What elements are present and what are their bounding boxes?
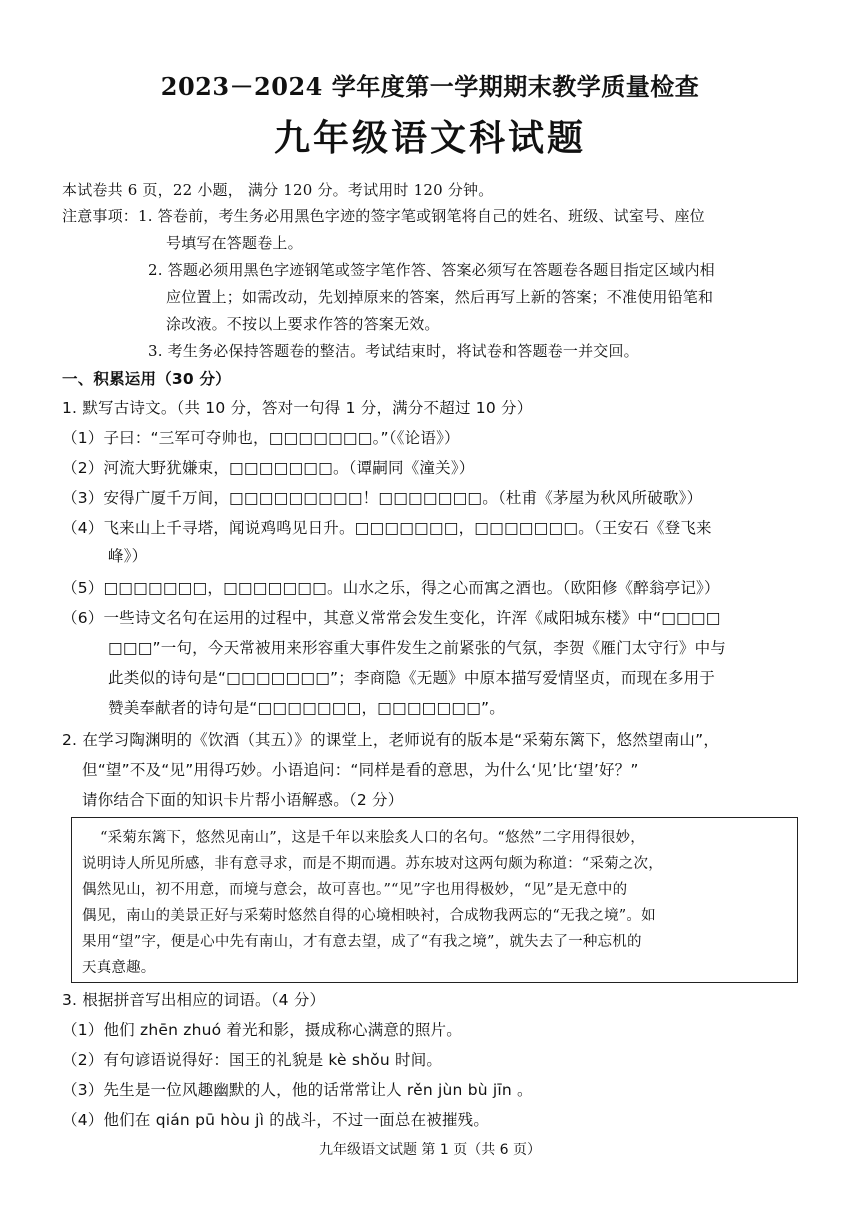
exam-header-title: 2023－2024 学年度第一学期期末教学质量检查: [160, 72, 700, 101]
section-heading: 一、积累运用（30 分）: [62, 370, 231, 388]
question-1-item-cont: 此类似的诗句是“□□□□□□□”；李商隐《无题》中原本描写爱情坚贞，而现在多用于: [108, 669, 716, 687]
question-1-item: （3）安得广厦千万间，□□□□□□□□□！□□□□□□□。（杜甫《茅屋为秋风所破歌》）: [62, 489, 703, 507]
question-1-item-cont: □□□”一句，今天常被用来形容重大事件发生之前紧张的气氛，李贺《雁门太守行》中与: [108, 639, 726, 657]
question-1-stem: 1. 默写古诗文。（共 10 分，答对一句得 1 分，满分不超过 10 分）: [62, 399, 533, 417]
question-2-stem: 2. 在学习陶渊明的《饮酒（其五）》的课堂上，老师说有的版本是“采菊东篱下，悠然望南山”，: [62, 731, 720, 749]
notice-line: 3. 考生务必保持答题卷的整洁。考试结束时，将试卷和答题卷一并交回。: [148, 342, 639, 360]
question-3-item: （4）他们在 qián pū hòu jì 的战斗，不过一面总在被摧残。: [62, 1111, 490, 1129]
notice-line: 注意事项：1. 答卷前，考生务必用黑色字迹的签字笔或钢笔将自己的姓名、班级、试室号、座位: [62, 207, 705, 225]
knowledge-card-line: 说明诗人所见所感，非有意寻求，而是不期而遇。苏东坡对这两句颇为称道：“采菊之次，: [82, 856, 663, 872]
question-3-stem: 3. 根据拼音写出相应的词语。（4 分）: [62, 991, 326, 1009]
question-3-item: （2）有句谚语说得好：国王的礼貌是 kè shǒu 时间。: [62, 1051, 443, 1069]
notice-line: 应位置上；如需改动，先划掉原来的答案，然后再写上新的答案；不准使用铅笔和: [166, 288, 714, 306]
question-1-item: （1）子曰：“三军可夺帅也，□□□□□□□。”（《论语》）: [62, 429, 460, 447]
notice-line: 2. 答题必须用黑色字迹钢笔或签字笔作答、答案必须写在答题卷各题目指定区域内相: [148, 261, 715, 279]
question-1-item-cont: 赞美奉献者的诗句是“□□□□□□□，□□□□□□□”。: [108, 699, 505, 717]
question-2-stem-cont: 但“望”不及“见”用得巧妙。小语追问：“同样是看的意思，为什么‘见’比‘望’好？”: [82, 761, 639, 779]
notice-line: 号填写在答题卷上。: [166, 234, 303, 252]
knowledge-card: [71, 817, 798, 983]
knowledge-card-line: 果用“望”字，便是心中先有南山，才有意去望，成了“有我之境”，就失去了一种忘机的: [82, 934, 642, 950]
knowledge-card-line: 偶然见山，初不用意，而境与意会，故可喜也。”“见”字也用得极妙，“见”是无意中的: [82, 882, 628, 898]
exam-summary: 本试卷共 6 页，22 小题， 满分 120 分。考试用时 120 分钟。: [62, 181, 494, 199]
question-1-item-cont: 峰》）: [108, 547, 148, 565]
question-3-item: （3）先生是一位风趣幽默的人，他的话常常让人 rěn jùn bù jīn 。: [62, 1081, 533, 1099]
knowledge-card-line: 偶见，南山的美景正好与采菊时悠然自得的心境相映衬，合成物我两忘的“无我之境”。如: [82, 908, 656, 924]
page-footer: 九年级语文试题 第 1 页（共 6 页）: [318, 1142, 542, 1158]
question-2-stem-cont: 请你结合下面的知识卡片帮小语解惑。（2 分）: [82, 791, 404, 809]
exam-subject-title: 九年级语文科试题: [273, 117, 586, 159]
question-1-item: （2）河流大野犹嫌束，□□□□□□□。（谭嗣同《潼关》）: [62, 459, 475, 477]
question-3-item: （1）他们 zhēn zhuó 着光和影，摄成称心满意的照片。: [62, 1021, 462, 1039]
knowledge-card-line: “采菊东篱下，悠然见南山”，这是千年以来脍炙人口的名句。“悠然”二字用得很妙，: [100, 830, 645, 846]
question-1-item: （5）□□□□□□□，□□□□□□□。山水之乐，得之心而寓之酒也。（欧阳修《醉翁亭记》）: [62, 579, 720, 597]
knowledge-card-line: 天真意趣。: [82, 960, 156, 976]
notice-line: 涂改液。不按以上要求作答的答案无效。: [166, 315, 440, 333]
question-1-item: （4）飞来山上千寻塔，闻说鸡鸣见日升。□□□□□□□，□□□□□□□。（王安石《登飞来: [62, 519, 712, 537]
question-1-item: （6）一些诗文名句在运用的过程中，其意义常常会发生变化，许浑《咸阳城东楼》中“□□□□: [62, 609, 721, 627]
